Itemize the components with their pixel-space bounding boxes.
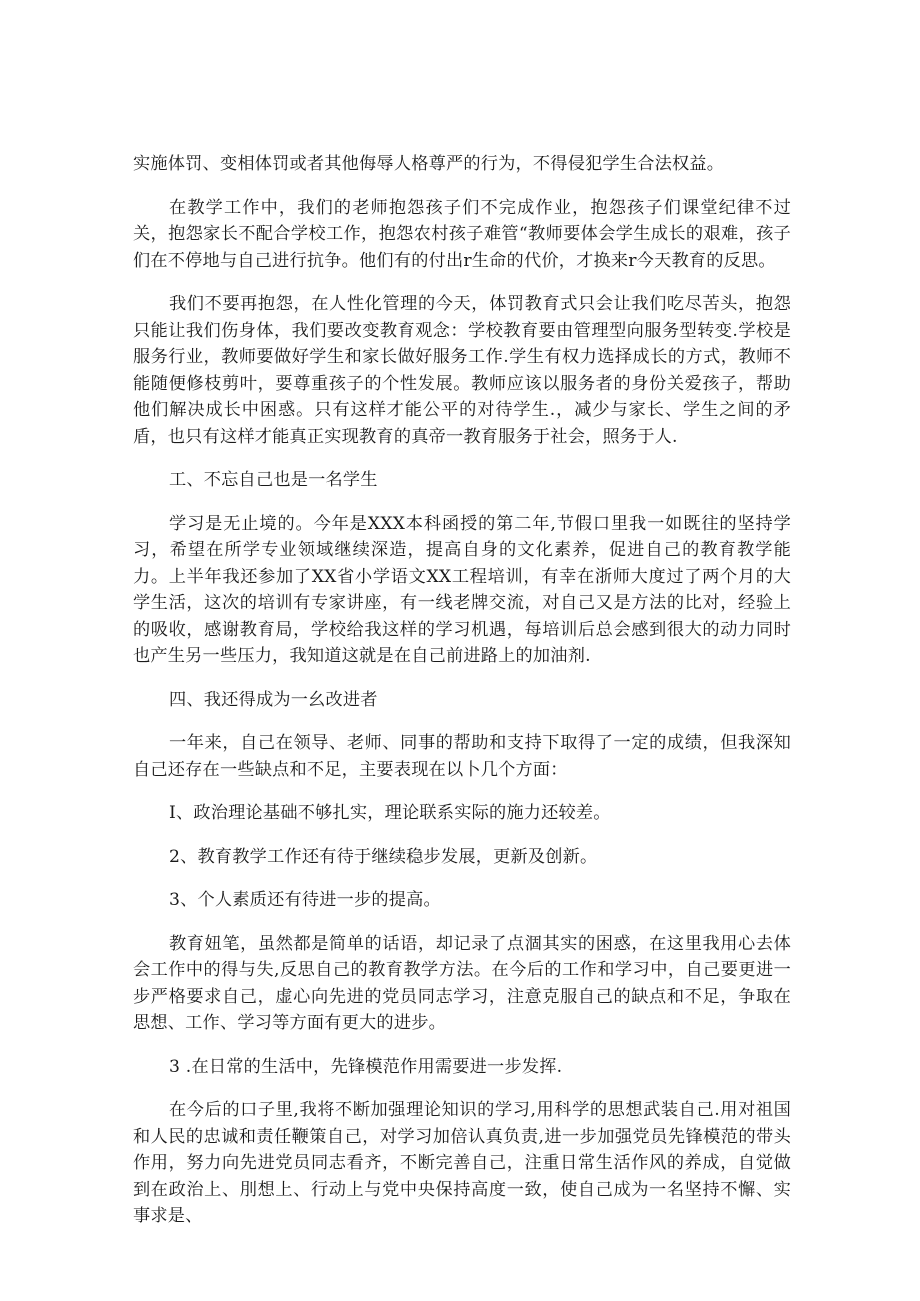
paragraph-2: 在教学工作中，我们的老师抱怨孩子们不完成作业，抱怨孩子们课堂纪律不过关，抱怨家长不配合学校工作，抱怨农村孩子难管“教师要体会学生成长的艰难，孩子们在不停地与自己进行抗争。他们有的付出r生命的代价，才换来r今天教育的反思。 — [133, 197, 791, 271]
list-item-2: 2、教育教学工作还有待于继续稳步发展，更新及创新。 — [169, 846, 598, 867]
list-item-3: 3、个人素质还有待进一步的提高。 — [169, 890, 441, 910]
paragraph-8: 在今后的口子里,我将不断加强理论知识的学习,用科学的思想武装自己.用对祖国和人民的忠诚和责任鞭策自己，对学习加倍认真负责,进一步加强党员先锋模范的带头作用，努力向先进党员同志看齐，不断完善自己，注重日常生活作风的养成，自觉做到在政治上、刖想上、行动上与党中央保持高度一致，使自己成为一名坚持不懈、实事求是、 — [133, 1100, 791, 1226]
paragraph-6: 教育妞笔，虽然都是简单的话语，却记录了点涸其实的困惑，在这里我用心去体会工作中的得与失,反思自己的教育教学方法。在今后的工作和学习中，自己要更进一步严格要求自己，虚心向先进的党员同志学习，注意克服自己的缺点和不足，争取在思想、工作、学习等方面有更大的进步。 — [133, 933, 791, 1033]
section-heading-3: 工、不忘自己也是一名学生 — [169, 470, 378, 490]
document-body — [133, 151, 791, 1230]
paragraph-3: 我们不要再抱怨，在人性化管理的今天，体罚教育式只会让我们吃尽苦头，抱怨只能让我们伤身体，我们要改变教育观念：学校教育要由管理型向服务型转变.学校是服务行业，教师要做好学生和家长做好服务工作.学生有权力选择成长的方式，教师不能随便修枝剪叶，要尊重孩子的个性发展。教师应该以服务者的身份关爱孩子，帮助他们解决成长中困惑。只有这样才能公平的对待学生.，减少与家长、学生之间的矛盾，也只有这样才能真正实现教育的真帝一教育服务于社会，照务于人. — [133, 294, 791, 447]
paragraph-5: 一年来，自己在领导、老师、同事的帮助和支持下取得了一定的成绩，但我深知自己还存在一些缺点和不足，主要表现在以卜几个方面： — [133, 733, 791, 780]
paragraph-1: 实施体罚、变相体罚或者其他侮辱人格尊严的行为，不得侵犯学生合法权益。 — [133, 154, 725, 174]
paragraph-4: 学习是无止境的。今年是XXX本科函授的第二年,节假口里我一如既往的坚持学习，希望在所学专业领域继续深造，提高自身的文化素养，促进自己的教育教学能力。上半年我还参加了XX省小学语文XX工程培训，有幸在浙师大度过了两个月的大学生活，这次的培训有专家讲座，有一线老牌交流，对自己又是方法的比对，经验上的吸收，感谢教育局，学校给我这样的学习机遇，每培训后总会感到很大的动力同时也产生另一些压力，我知道这就是在自己前进路上的加油剂. — [133, 513, 791, 666]
paragraph-7: 3 .在日常的生活中，先锋模范作用需要进一步发挥. — [169, 1056, 563, 1077]
list-item-1: I、政治理论基础不够扎实，理论联系实际的施力还较差。 — [169, 803, 611, 823]
section-heading-4: 四、我还得成为一幺改进者 — [169, 689, 378, 710]
